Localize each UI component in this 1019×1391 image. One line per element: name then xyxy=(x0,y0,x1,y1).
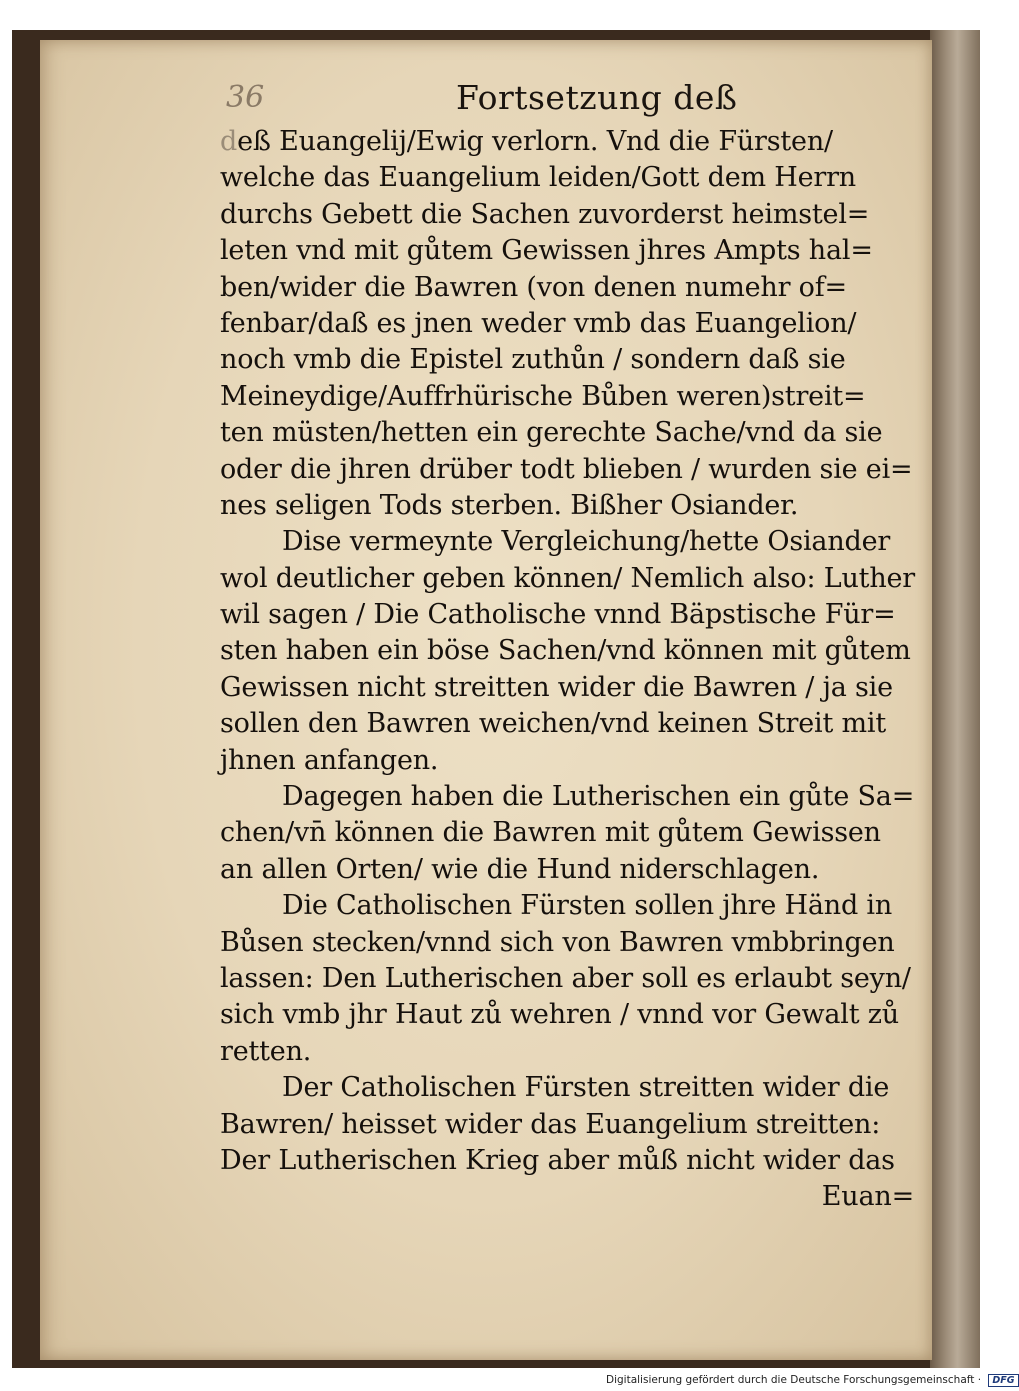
text-line: retten. xyxy=(220,1035,312,1067)
text-line: welche das Euangelium leiden/Gott dem Herrn xyxy=(220,162,856,194)
text-line: wol deutlicher geben können/ Nemlich also: Luther xyxy=(220,562,916,594)
text-line: oder die jhren drüber todt blieben / wurden sie ei= xyxy=(220,453,913,485)
catchword: Euan= xyxy=(821,1181,914,1213)
body-text xyxy=(220,124,920,1216)
text-line: sollen den Bawren weichen/vnd keinen Streit mit xyxy=(220,708,886,740)
text-line: Bůsen stecken/vnnd sich von Bawren vmbbringen xyxy=(220,926,895,958)
running-head xyxy=(226,76,746,120)
running-title: Fortsetzung deß xyxy=(456,78,738,117)
page-number: 36 xyxy=(226,80,265,115)
text-line: Der Lutherischen Krieg aber můß nicht wider das xyxy=(220,1144,895,1176)
text-line: wil sagen / Die Catholische vnnd Bäpstische Für= xyxy=(220,599,896,631)
credit-text: Digitalisierung gefördert durch die Deutsche Forschungsgemeinschaft · xyxy=(606,1374,982,1386)
text-line: ben/wider die Bawren (von denen numehr of= xyxy=(220,271,847,303)
text-line: nes seligen Tods sterben. Bißher Osiander. xyxy=(220,489,799,521)
text-line: ten müsten/hetten ein gerechte Sache/vnd da sie xyxy=(220,417,883,449)
text-line: chen/vn̄ können die Bawren mit gůtem Gewissen xyxy=(220,817,881,849)
text-line: jhnen anfangen. xyxy=(220,744,439,776)
text-line: noch vmb die Epistel zuthůn / sondern daß sie xyxy=(220,344,846,376)
text-line: fenbar/daß es jnen weder vmb das Euangelion/ xyxy=(220,307,857,339)
text-line: Bawren/ heisset wider das Euangelium streitten: xyxy=(220,1108,881,1140)
text-line: lassen: Den Lutherischen aber soll es erlaubt seyn/ xyxy=(220,962,911,994)
book-page xyxy=(40,40,932,1360)
text-line: an allen Orten/ wie die Hund niderschlagen. xyxy=(220,853,820,885)
paragraph-start-line: Der Catholischen Fürsten streitten wider die xyxy=(282,1072,890,1104)
text-line: leten vnd mit gůtem Gewissen jhres Ampts hal= xyxy=(220,235,873,267)
dfg-logo-icon: DFG xyxy=(988,1374,1018,1387)
text-line: Gewissen nicht streitten wider die Bawren / ja sie xyxy=(220,671,893,703)
book-page-edges xyxy=(930,30,980,1368)
paragraph-start-line: Dise vermeynte Vergleichung/hette Osiander xyxy=(282,526,891,558)
text-line: durchs Gebett die Sachen zuvorderst heimstel= xyxy=(220,198,870,230)
text-line: deß Euangelij/Ewig verlorn. Vnd die Fürsten/ xyxy=(220,126,833,157)
paragraph-start-line: Die Catholischen Fürsten sollen jhre Händ in xyxy=(282,890,893,922)
text-line: sten haben ein böse Sachen/vnd können mit gůtem xyxy=(220,635,911,667)
digitization-credit xyxy=(606,1374,1019,1387)
text-line: sich vmb jhr Haut zů wehren / vnnd vor Gewalt zů xyxy=(220,999,899,1031)
paragraph-start-line: Dagegen haben die Lutherischen ein gůte Sa= xyxy=(282,781,915,813)
text-line: Meineydige/Auffrhürische Bůben weren)streit= xyxy=(220,380,866,412)
